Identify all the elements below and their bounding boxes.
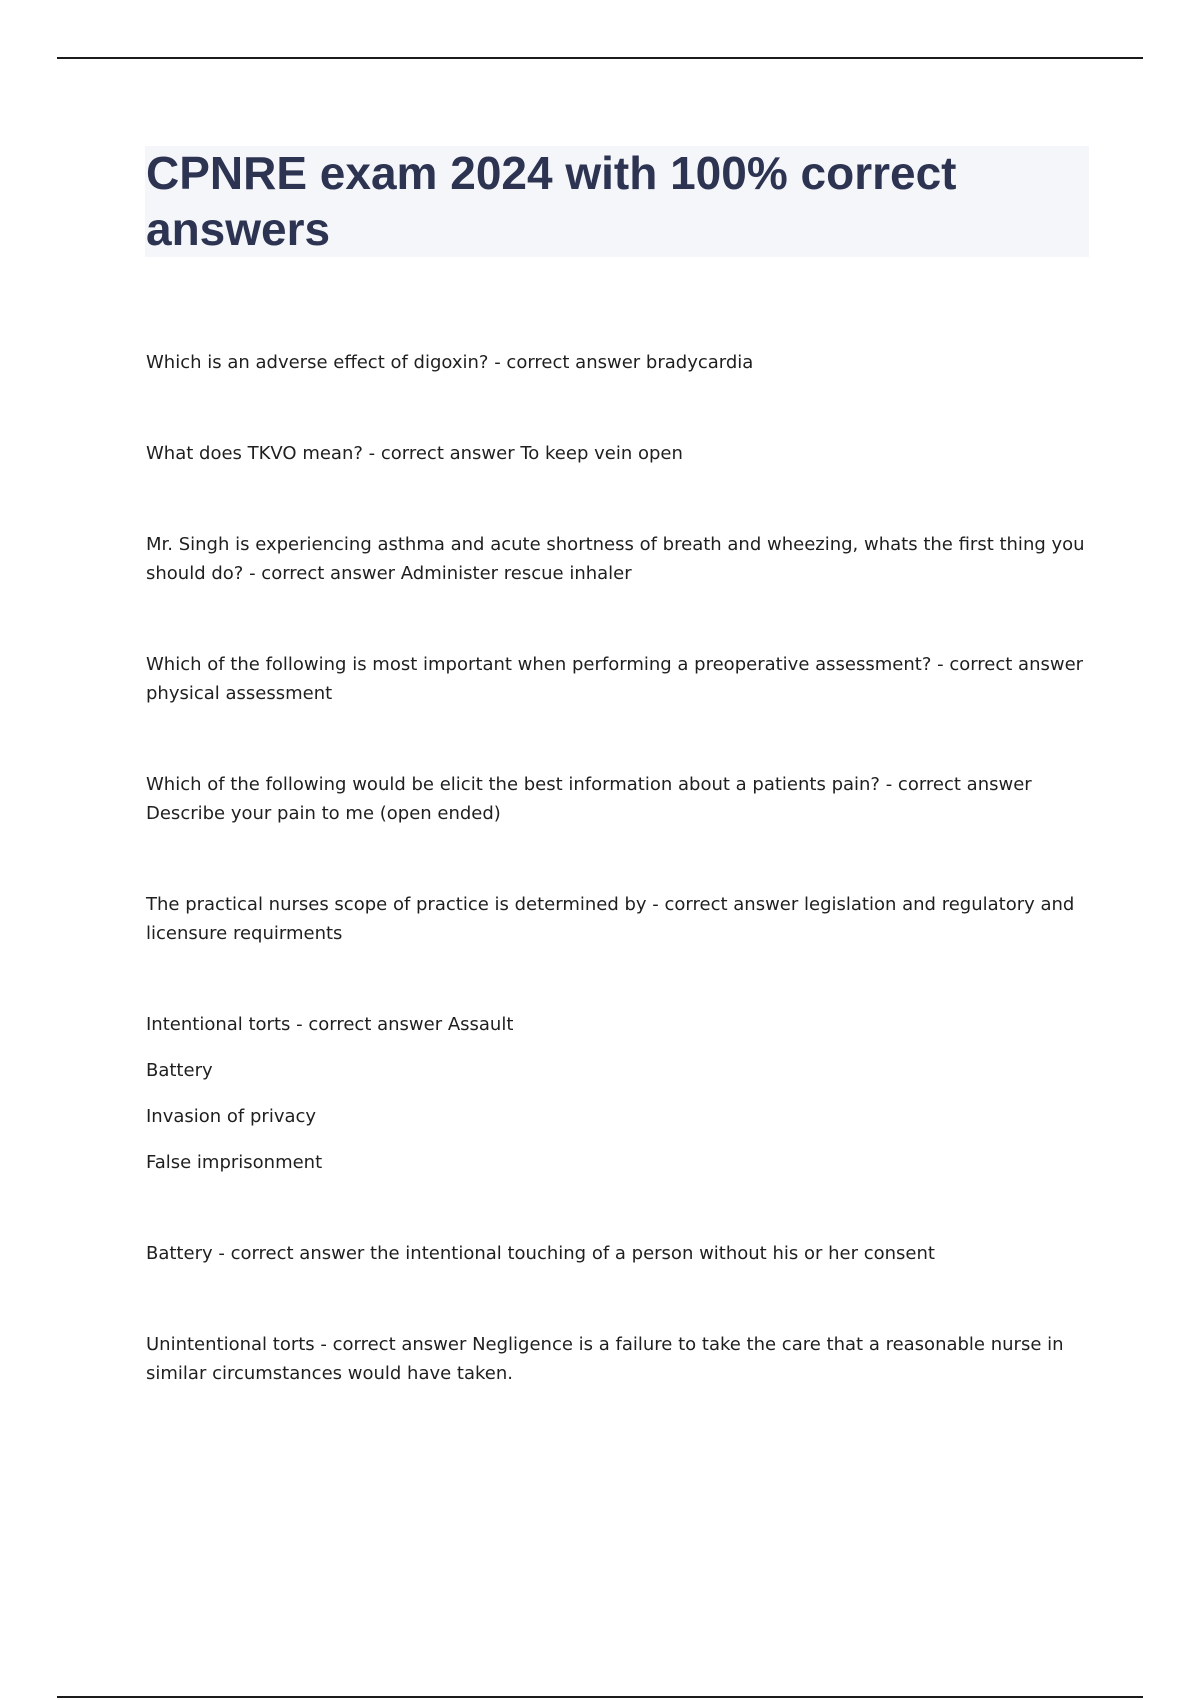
answer-separator: - correct answer — [879, 774, 1032, 795]
question-text: Which is an adverse effect of digoxin? — [146, 352, 489, 373]
qa-list — [146, 348, 1096, 1450]
answer-separator: - correct answer — [646, 894, 804, 915]
answer-text: To keep vein open — [520, 443, 683, 464]
qa-item — [146, 770, 1096, 828]
answer-separator: - correct answer — [314, 1334, 473, 1355]
answer-separator: - correct answer — [212, 1243, 371, 1264]
answer-text: Administer rescue inhaler — [400, 563, 632, 584]
answer-extra-line: False imprisonment — [146, 1152, 323, 1173]
answer-separator: - correct answer — [931, 654, 1084, 675]
qa-item — [146, 890, 1096, 948]
qa-item — [146, 439, 1096, 468]
answer-text: physical assessment — [146, 683, 333, 704]
answer-text: Describe your pain to me (open ended) — [146, 803, 501, 824]
header-rule — [57, 57, 1143, 59]
question-text: Which of the following would be elicit the best information about a patients pain? — [146, 774, 880, 795]
qa-item — [146, 530, 1096, 588]
question-text: The practical nurses scope of practice is determined by — [146, 894, 647, 915]
answer-text: bradycardia — [645, 352, 754, 373]
question-text: Which of the following is most important when performing a preoperative assessment? — [146, 654, 932, 675]
answer-extra-line: Invasion of privacy — [146, 1106, 317, 1127]
page-title: CPNRE exam 2024 with 100% correct answers — [146, 147, 957, 255]
answer-separator: - correct answer — [290, 1014, 448, 1035]
answer-text: the intentional touching of a person without his or her consent — [370, 1243, 935, 1264]
answer-text: Assault — [447, 1014, 514, 1035]
question-text: Mr. Singh is experiencing asthma and acute shortness of breath and wheezing, whats the first thing you should do? — [146, 534, 1085, 584]
qa-item — [146, 1239, 1096, 1268]
qa-item — [146, 348, 1096, 377]
question-text: Intentional torts — [146, 1014, 291, 1035]
answer-text: Negligence is a failure to take the care that a reasonable nurse in similar circumstances would have taken. — [146, 1334, 1064, 1384]
question-text: Unintentional torts — [146, 1334, 315, 1355]
qa-item — [146, 650, 1096, 708]
qa-item — [146, 1010, 1096, 1177]
qa-item — [146, 1330, 1096, 1388]
footer-rule — [57, 1696, 1143, 1698]
answer-text: legislation and regulatory and licensure requirments — [146, 894, 1075, 944]
question-text: Battery — [146, 1243, 213, 1264]
question-text: What does TKVO mean? — [146, 443, 363, 464]
answer-separator: - correct answer — [243, 563, 401, 584]
answer-separator: - correct answer — [362, 443, 521, 464]
answer-separator: - correct answer — [488, 352, 646, 373]
answer-extra-line: Battery — [146, 1060, 213, 1081]
